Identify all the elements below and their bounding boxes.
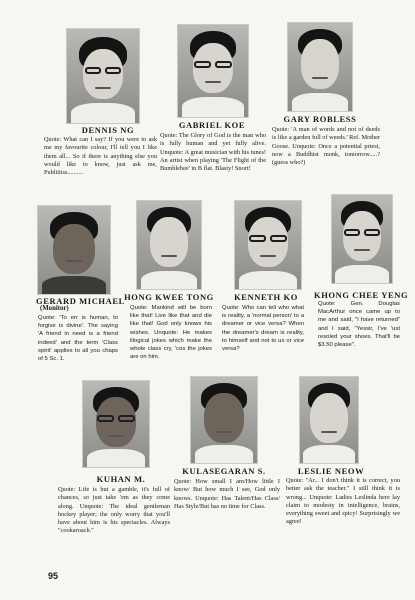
student-quote: Quote: How small I am/How little I know/ But how much I see, God only knows. Unquote: Has Talent/Has Class/ Has Style/But has no time for Class. bbox=[174, 478, 280, 510]
student-quote: Quote: 'A man of words and not of deeds is like a garden full of weeds.' Ref. Mother Goose. Unquote: Once a potential priest, now a Buddhist monk, tomorrow.....? (guess who?) bbox=[272, 126, 380, 167]
monitor-label: (Monitor) bbox=[40, 305, 69, 312]
student-photo bbox=[66, 28, 140, 124]
student-name: KULASEGARAN S. bbox=[182, 466, 266, 476]
student-name: KENNETH KO bbox=[234, 292, 298, 302]
student-quote: Quote: Gen. Douglas MacArthur once came up to me and said, "I have returned" and I said, "Yessir, I've 'ust resoled your shoes. That'll be $3.50 please". bbox=[318, 301, 400, 349]
student-name: KUHAN M. bbox=[96, 474, 146, 484]
student-quote: Quote: What can I say? If you were to ask me my favourite colour, I'll tell you I like them all... So if there is anything else you would like to know, just ask me, Publiiiiss.......... bbox=[44, 136, 157, 177]
student-quote: Quote: Who can tell who what is reality, a 'normal person' to a dreamer or vice versa? When the dreamer's dream is reality, to himself and not to us or vice versa? bbox=[222, 305, 304, 353]
student-photo bbox=[234, 200, 302, 290]
student-name: GABRIEL KOE bbox=[178, 120, 246, 130]
student-photo bbox=[190, 376, 258, 464]
student-quote: Quote: The Glory of God is the man who is fully human and yet fully alive. Unquote: A great musician with his tunes! An artist when playing 'The Flight of the Bumblebee' in B flat. Blasty! Snort! bbox=[160, 132, 266, 173]
page-number: 95 bbox=[48, 571, 59, 581]
student-quote: Quote: 'To err is human, to forgive is divine'. The saying 'A friend in need is a friend indeed' and the term 'Class spirit' applies to all you chaps of 5 Sc. 1. bbox=[38, 315, 118, 363]
student-name: DENNIS NG bbox=[81, 125, 135, 135]
student-name: GARY ROBLESS bbox=[283, 114, 357, 124]
student-photo bbox=[37, 205, 111, 295]
student-name: LESLIE NEOW bbox=[297, 466, 365, 476]
student-quote: Quote: "Ar... I don't think it is correct, you better ask the teacher." I still think it is wrong... Unquote: Ladies Leslinda here lay claim to modesty in intelligence, brains, everything sweet and spicy! Surprisingly we agree! bbox=[286, 477, 400, 526]
student-photo bbox=[287, 22, 353, 112]
student-photo bbox=[299, 376, 359, 464]
student-photo bbox=[136, 200, 202, 290]
student-photo bbox=[177, 24, 249, 118]
student-quote: Quote: Mankind will be born like that! Live like that and die like that! God only knows his wishes. Unquote: He makes illogical jokes which make the whole class cry, 'cos the jokes are on him. bbox=[130, 305, 212, 361]
student-name: GERARD MICHAEL bbox=[36, 296, 125, 306]
student-name: KHONG CHEE YENG bbox=[314, 290, 409, 300]
student-photo bbox=[331, 194, 393, 284]
student-quote: Quote: Life is but a gamble, it's full of chances, so just take 'em as they come along. Unquote: The ideal gentleman hockey player; the only worry that you'll have about him is his spectacles. Always "cookaroach." bbox=[58, 486, 170, 535]
student-photo bbox=[82, 380, 150, 468]
student-name: HONG KWEE TONG bbox=[124, 292, 214, 302]
